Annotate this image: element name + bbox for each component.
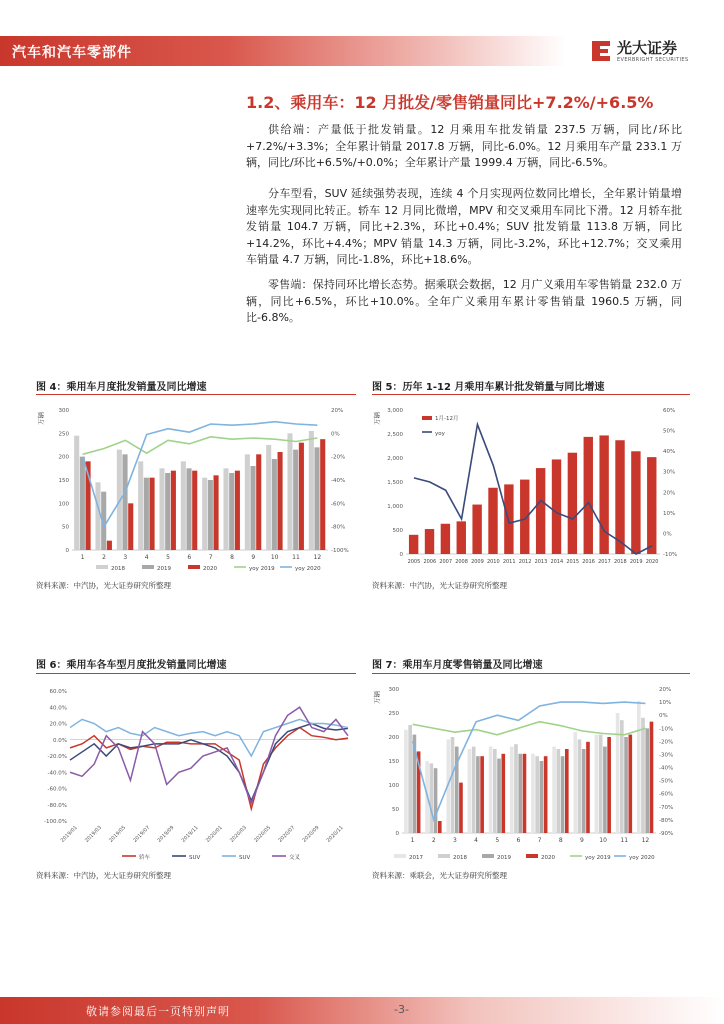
y-tick-label: 40.0% bbox=[49, 705, 67, 712]
bar-2018 bbox=[620, 720, 624, 833]
x-tick-label: 6 bbox=[187, 554, 192, 561]
bar-1月-12月 bbox=[552, 459, 561, 554]
y-tick-label: 50 bbox=[62, 524, 69, 531]
x-tick-label: 2019 bbox=[629, 559, 643, 565]
bar-2018 bbox=[74, 436, 79, 550]
y-tick-label: 60.0% bbox=[49, 689, 67, 695]
y2-tick-label: -60% bbox=[331, 501, 346, 508]
line-series-1 bbox=[70, 724, 348, 801]
bar-2020 bbox=[650, 722, 654, 833]
x-tick-label: 2020 bbox=[645, 559, 659, 565]
bar-2019 bbox=[434, 768, 438, 833]
x-tick-label: 1 bbox=[80, 554, 85, 561]
bar-2019 bbox=[540, 761, 544, 833]
bar-2018 bbox=[95, 482, 100, 550]
y2-tick-label: -30% bbox=[659, 752, 674, 759]
bar-2018 bbox=[202, 478, 207, 550]
bar-2018 bbox=[408, 725, 412, 833]
x-tick-label: 7 bbox=[537, 837, 542, 844]
bar-2018 bbox=[641, 718, 645, 833]
bar-2018 bbox=[472, 747, 476, 833]
y2-tick-label: 60% bbox=[663, 408, 676, 414]
bar-2020 bbox=[501, 754, 505, 833]
y-tick-label: 20.0% bbox=[49, 721, 67, 728]
x-tick-label: 3 bbox=[123, 554, 128, 561]
bar-2019 bbox=[293, 450, 298, 550]
y-tick-label: -80.0% bbox=[47, 802, 67, 809]
bar-2020 bbox=[171, 471, 176, 550]
bar-1月-12月 bbox=[599, 435, 608, 554]
y-tick-label: 0 bbox=[395, 831, 399, 837]
x-tick-label: 8 bbox=[558, 837, 563, 844]
bar-2018 bbox=[535, 756, 539, 833]
bar-2018 bbox=[430, 763, 434, 833]
company-logo-icon bbox=[588, 38, 614, 64]
bar-1月-12月 bbox=[409, 535, 418, 554]
bar-2019 bbox=[272, 459, 277, 550]
bar-1月-12月 bbox=[584, 437, 593, 554]
y2-tick-label: 50% bbox=[663, 428, 676, 435]
paragraph-retail: 零售端：保持同环比增长态势。据乘联会数据，12 月广义乘用车零售销量 232.0 万辆，同比+6.5%，环比+10.0%。全年广义乘用车累计零售销量 1960.5 万辆，同比-6.8%。 bbox=[246, 278, 682, 324]
bar-1月-12月 bbox=[425, 529, 434, 554]
bar-2017 bbox=[404, 730, 408, 833]
bar-2018 bbox=[493, 749, 497, 833]
y2-tick-label: -80% bbox=[331, 524, 346, 531]
x-tick-label: 2006 bbox=[423, 559, 437, 565]
bar-1月-12月 bbox=[520, 480, 529, 554]
bar-2019 bbox=[250, 466, 255, 550]
figure-7-source: 资料来源：乘联会，光大证券研究所整理 bbox=[372, 871, 507, 880]
figure-7-rule bbox=[372, 673, 690, 674]
x-tick-label: 4 bbox=[474, 837, 478, 844]
x-tick-label: 2 bbox=[431, 837, 436, 844]
x-tick-label: 9 bbox=[580, 837, 584, 844]
y2-tick-label: 0% bbox=[663, 531, 672, 538]
x-tick-label: 1 bbox=[410, 837, 415, 844]
legend-label: 2019 bbox=[157, 566, 171, 572]
legend-label: 2018 bbox=[453, 855, 467, 861]
legend-swatch bbox=[188, 565, 200, 569]
y-tick-label: 300 bbox=[388, 687, 399, 693]
legend-label: 2017 bbox=[409, 855, 423, 861]
footer-disclaimer: 敬请参阅最后一页特别声明 bbox=[86, 1005, 230, 1018]
bar-2020 bbox=[438, 821, 442, 833]
bar-2018 bbox=[223, 468, 228, 550]
x-tick-label: 2010 bbox=[486, 559, 500, 565]
bar-2020 bbox=[607, 737, 611, 833]
legend-label: yoy 2019 bbox=[249, 566, 275, 572]
y2-tick-label: -60% bbox=[659, 791, 674, 798]
bar-2017 bbox=[552, 747, 556, 833]
figure-5-title: 图 5：历年 1-12 月乘用车累计批发销量与同比增速 bbox=[372, 382, 605, 393]
y-tick-label: 1,000 bbox=[387, 504, 403, 510]
y-axis-label: 万辆 bbox=[37, 412, 45, 425]
x-tick-label: 3 bbox=[453, 837, 457, 844]
bar-2018 bbox=[138, 461, 143, 550]
legend-swatch bbox=[394, 854, 406, 858]
bar-1月-12月 bbox=[488, 488, 497, 554]
legend-swatch bbox=[96, 565, 108, 569]
y-tick-label: 50 bbox=[392, 807, 399, 813]
bar-2020 bbox=[480, 756, 484, 833]
report-category: 汽车和汽车零部件 bbox=[12, 45, 132, 61]
y2-tick-label: -40% bbox=[659, 765, 674, 772]
bar-2018 bbox=[245, 454, 250, 550]
section-title: 1.2、乘用车：12 月批发/零售销量同比+7.2%/+6.5% bbox=[246, 93, 654, 112]
y-tick-label: 150 bbox=[388, 759, 399, 765]
bar-2020 bbox=[628, 735, 632, 833]
y2-tick-label: 20% bbox=[663, 490, 676, 497]
y-tick-label: -40.0% bbox=[47, 770, 67, 777]
y2-tick-label: 0% bbox=[331, 431, 340, 438]
legend-label: yoy 2019 bbox=[585, 855, 611, 861]
x-tick-label: 2020/07 bbox=[277, 824, 297, 844]
y-tick-label: 200 bbox=[388, 735, 399, 741]
x-tick-label: 2020/09 bbox=[301, 824, 321, 844]
legend-label: 2019 bbox=[497, 855, 511, 861]
bar-2019 bbox=[165, 473, 170, 550]
x-tick-label: 2019/09 bbox=[156, 824, 176, 844]
legend-label: yoy bbox=[435, 431, 445, 437]
bar-1月-12月 bbox=[631, 451, 640, 554]
y-tick-label: 3,000 bbox=[387, 408, 403, 414]
bar-2020 bbox=[192, 471, 197, 550]
figure-7-chart bbox=[372, 677, 690, 865]
bar-2020 bbox=[320, 439, 325, 550]
x-tick-label: 4 bbox=[144, 554, 149, 561]
line-yoy2019 bbox=[413, 722, 646, 735]
y-tick-label: 0.0% bbox=[53, 737, 67, 744]
legend-swatch bbox=[482, 854, 494, 858]
bar-1月-12月 bbox=[615, 440, 624, 554]
bar-2017 bbox=[531, 754, 535, 833]
bar-2017 bbox=[573, 732, 577, 833]
company-name: 光大证券 bbox=[617, 39, 678, 57]
paragraph-models: 分车型看，SUV 延续强势表现，连续 4 个月实现两位数同比增长，全年累计销量增速率先实现同比转正。轿车 12 月同比微增，MPV 和交叉乘用车同比下滑。12 月轿车批发销量 104.7 万辆，同比+2.3%，环比+0.4%；SUV 批发销量 113.8 万辆，同比+14.2%，环比+4.4%；MPV 销量 14.3 万辆，同比-3.2%，环比+12.7%；交叉乘用车销量 4.7 万辆，同比-1.8%，环比+18.6%。 bbox=[246, 187, 682, 266]
bar-2019 bbox=[208, 480, 213, 550]
y-tick-label: 150 bbox=[58, 478, 69, 484]
y2-tick-label: -20% bbox=[659, 739, 674, 746]
x-tick-label: 9 bbox=[251, 554, 256, 561]
legend-label: yoy 2020 bbox=[295, 566, 321, 572]
x-tick-label: 2013 bbox=[534, 559, 548, 565]
y-tick-label: -100.0% bbox=[44, 819, 67, 825]
bar-2018 bbox=[287, 433, 292, 550]
bar-2017 bbox=[616, 713, 620, 833]
bar-2019 bbox=[314, 447, 319, 550]
y2-tick-label: 30% bbox=[663, 469, 676, 476]
y-axis-label: 万辆 bbox=[373, 691, 381, 704]
x-tick-label: 2009 bbox=[471, 559, 484, 565]
bar-2017 bbox=[510, 747, 514, 833]
y2-tick-label: -90% bbox=[659, 831, 674, 837]
x-tick-label: 2011 bbox=[502, 559, 516, 565]
bar-1月-12月 bbox=[647, 457, 656, 554]
legend-swatch bbox=[438, 854, 450, 858]
y2-tick-label: -80% bbox=[659, 817, 674, 824]
bar-2018 bbox=[309, 431, 314, 550]
legend-label: yoy 2020 bbox=[629, 855, 655, 861]
bar-2017 bbox=[468, 749, 472, 833]
company-name-en: EVERBRIGHT SECURITIES bbox=[617, 57, 689, 63]
bar-2019 bbox=[144, 478, 149, 550]
bar-2018 bbox=[159, 468, 164, 550]
y-tick-label: -60.0% bbox=[47, 786, 67, 793]
y-tick-label: 200 bbox=[58, 454, 69, 461]
bar-2017 bbox=[595, 735, 599, 833]
bar-2020 bbox=[565, 749, 569, 833]
bar-1月-12月 bbox=[457, 521, 466, 554]
paragraph-supply: 供给端：产量低于批发销量。12 月乘用车批发销量 237.5 万辆，同比/环比+7.2%/+3.3%；全年累计销量 2017.8 万辆，同比-6.0%。12 月乘用车产量 233.1 万辆，同比/环比+6.5%/+0.0%；全年累计产量 1999.4 万辆，同比-6.5%。 bbox=[246, 123, 682, 169]
bar-2019 bbox=[582, 749, 586, 833]
legend-label: 2018 bbox=[111, 566, 125, 572]
y-tick-label: 300 bbox=[58, 408, 69, 414]
x-tick-label: 2020/01 bbox=[204, 824, 224, 844]
x-tick-label: 2007 bbox=[439, 559, 453, 565]
figure-4-rule bbox=[36, 394, 356, 395]
figure-6-source: 资料来源：中汽协，光大证券研究所整理 bbox=[36, 871, 171, 880]
figure-4-source: 资料来源：中汽协，光大证券研究所整理 bbox=[36, 581, 171, 590]
y2-tick-label: -50% bbox=[659, 778, 674, 785]
x-tick-label: 2016 bbox=[582, 559, 595, 565]
y2-tick-label: -70% bbox=[659, 804, 674, 811]
legend-swatch bbox=[526, 854, 538, 858]
bar-1月-12月 bbox=[472, 505, 481, 554]
figure-5-source: 资料来源：中汽协，光大证券研究所整理 bbox=[372, 581, 507, 590]
x-tick-label: 12 bbox=[641, 837, 650, 844]
bar-2019 bbox=[80, 457, 85, 550]
bar-2020 bbox=[586, 742, 590, 833]
y2-tick-label: 20% bbox=[659, 687, 672, 693]
bar-2020 bbox=[523, 754, 527, 833]
bar-2017 bbox=[489, 747, 493, 833]
bar-2018 bbox=[578, 739, 582, 833]
x-tick-label: 2020/03 bbox=[229, 824, 248, 844]
x-tick-label: 2020/05 bbox=[253, 824, 273, 844]
y2-tick-label: -20% bbox=[331, 454, 346, 461]
bar-2017 bbox=[637, 701, 641, 833]
y2-tick-label: 20% bbox=[331, 408, 344, 414]
x-tick-label: 2014 bbox=[550, 559, 564, 565]
bar-2019 bbox=[229, 473, 234, 550]
x-tick-label: 2019/05 bbox=[108, 824, 128, 844]
bar-1月-12月 bbox=[441, 524, 450, 554]
x-tick-label: 2019/07 bbox=[132, 824, 152, 844]
bar-2019 bbox=[476, 756, 480, 833]
y2-tick-label: -40% bbox=[331, 478, 346, 484]
x-tick-label: 11 bbox=[292, 554, 300, 561]
y-tick-label: 250 bbox=[388, 711, 399, 717]
bar-2018 bbox=[599, 735, 603, 833]
figure-4-title: 图 4：乘用车月度批发销量及同比增速 bbox=[36, 382, 207, 393]
figure-6-chart bbox=[36, 677, 356, 865]
bar-2019 bbox=[186, 468, 191, 550]
x-tick-label: 7 bbox=[208, 554, 213, 561]
x-tick-label: 2019/03 bbox=[83, 824, 103, 844]
bar-2019 bbox=[624, 737, 628, 833]
x-tick-label: 11 bbox=[620, 837, 629, 844]
bar-2020 bbox=[235, 471, 240, 550]
y-tick-label: 2,500 bbox=[387, 432, 403, 438]
x-tick-label: 2015 bbox=[566, 559, 580, 565]
x-tick-label: 2012 bbox=[518, 559, 532, 565]
bar-2019 bbox=[122, 454, 127, 550]
y2-tick-label: -10% bbox=[659, 726, 674, 733]
legend-label: SUV bbox=[239, 855, 251, 861]
x-tick-label: 5 bbox=[495, 837, 500, 844]
x-tick-label: 10 bbox=[270, 554, 279, 561]
y-tick-label: 500 bbox=[392, 528, 403, 534]
bar-2018 bbox=[266, 445, 271, 550]
y2-tick-label: 0% bbox=[659, 713, 668, 720]
bar-2019 bbox=[603, 747, 607, 833]
y2-tick-label: 10% bbox=[659, 700, 672, 707]
figure-6-rule bbox=[36, 673, 356, 674]
x-tick-label: 6 bbox=[516, 837, 521, 844]
bar-2020 bbox=[214, 475, 219, 550]
x-tick-label: 2017 bbox=[598, 559, 611, 565]
page-number: -3- bbox=[394, 1003, 409, 1016]
bar-2020 bbox=[107, 541, 112, 550]
figure-7-title: 图 7：乘用车月度零售销量及同比增速 bbox=[372, 660, 543, 671]
y-tick-label: -20.0% bbox=[47, 754, 67, 760]
x-tick-label: 2005 bbox=[407, 559, 421, 565]
bar-1月-12月 bbox=[568, 453, 577, 554]
bar-2020 bbox=[459, 783, 463, 833]
y-tick-label: 0 bbox=[65, 548, 69, 554]
y-tick-label: 250 bbox=[58, 431, 69, 438]
figure-5-rule bbox=[372, 394, 690, 395]
y2-tick-label: -10% bbox=[663, 552, 678, 558]
bar-2019 bbox=[518, 754, 522, 833]
y2-tick-label: 40% bbox=[663, 449, 676, 456]
legend-label: 轿车 bbox=[139, 855, 151, 861]
x-tick-label: 10 bbox=[599, 837, 607, 844]
y2-tick-label: 10% bbox=[663, 510, 676, 517]
bar-2020 bbox=[256, 454, 261, 550]
bar-2018 bbox=[451, 737, 455, 833]
y-axis-label: 万辆 bbox=[373, 412, 381, 425]
y-tick-label: 100 bbox=[388, 783, 399, 789]
legend-label: 2020 bbox=[203, 566, 217, 572]
figure-6-title: 图 6：乘用车各车型月度批发销量同比增速 bbox=[36, 660, 227, 671]
bar-2018 bbox=[181, 461, 186, 550]
y-tick-label: 2,000 bbox=[387, 456, 403, 462]
bar-1月-12月 bbox=[536, 468, 545, 554]
y-tick-label: 100 bbox=[58, 501, 69, 508]
legend-label: 1月-12月 bbox=[435, 416, 459, 422]
y2-tick-label: -100% bbox=[331, 548, 349, 554]
x-tick-label: 12 bbox=[313, 554, 322, 561]
x-tick-label: 5 bbox=[166, 554, 170, 561]
bar-2020 bbox=[278, 452, 283, 550]
bar-2020 bbox=[150, 478, 155, 550]
bar-2019 bbox=[497, 759, 501, 833]
x-tick-label: 8 bbox=[230, 554, 234, 561]
legend-label: SUV bbox=[189, 855, 201, 861]
x-tick-label: 2008 bbox=[455, 559, 468, 565]
x-tick-label: 2 bbox=[102, 554, 106, 561]
y-tick-label: 1,500 bbox=[387, 480, 403, 486]
bar-2020 bbox=[128, 503, 133, 550]
bar-2020 bbox=[299, 443, 304, 550]
legend-swatch bbox=[142, 565, 154, 569]
bar-2019 bbox=[561, 756, 565, 833]
bar-2020 bbox=[544, 756, 548, 833]
figure-5-chart bbox=[372, 398, 690, 576]
x-tick-label: 2019/01 bbox=[59, 824, 79, 844]
x-tick-label: 2018 bbox=[613, 559, 627, 565]
legend-swatch bbox=[422, 416, 432, 420]
bar-2018 bbox=[514, 744, 518, 833]
x-tick-label: 2020/11 bbox=[325, 824, 345, 844]
legend-label: 交叉 bbox=[289, 855, 301, 861]
y-tick-label: 0 bbox=[399, 552, 403, 558]
bar-2019 bbox=[645, 728, 649, 833]
x-tick-label: 2019/11 bbox=[180, 824, 200, 844]
bar-2018 bbox=[557, 749, 561, 833]
figure-4-chart bbox=[36, 398, 356, 576]
legend-label: 2020 bbox=[541, 855, 555, 861]
